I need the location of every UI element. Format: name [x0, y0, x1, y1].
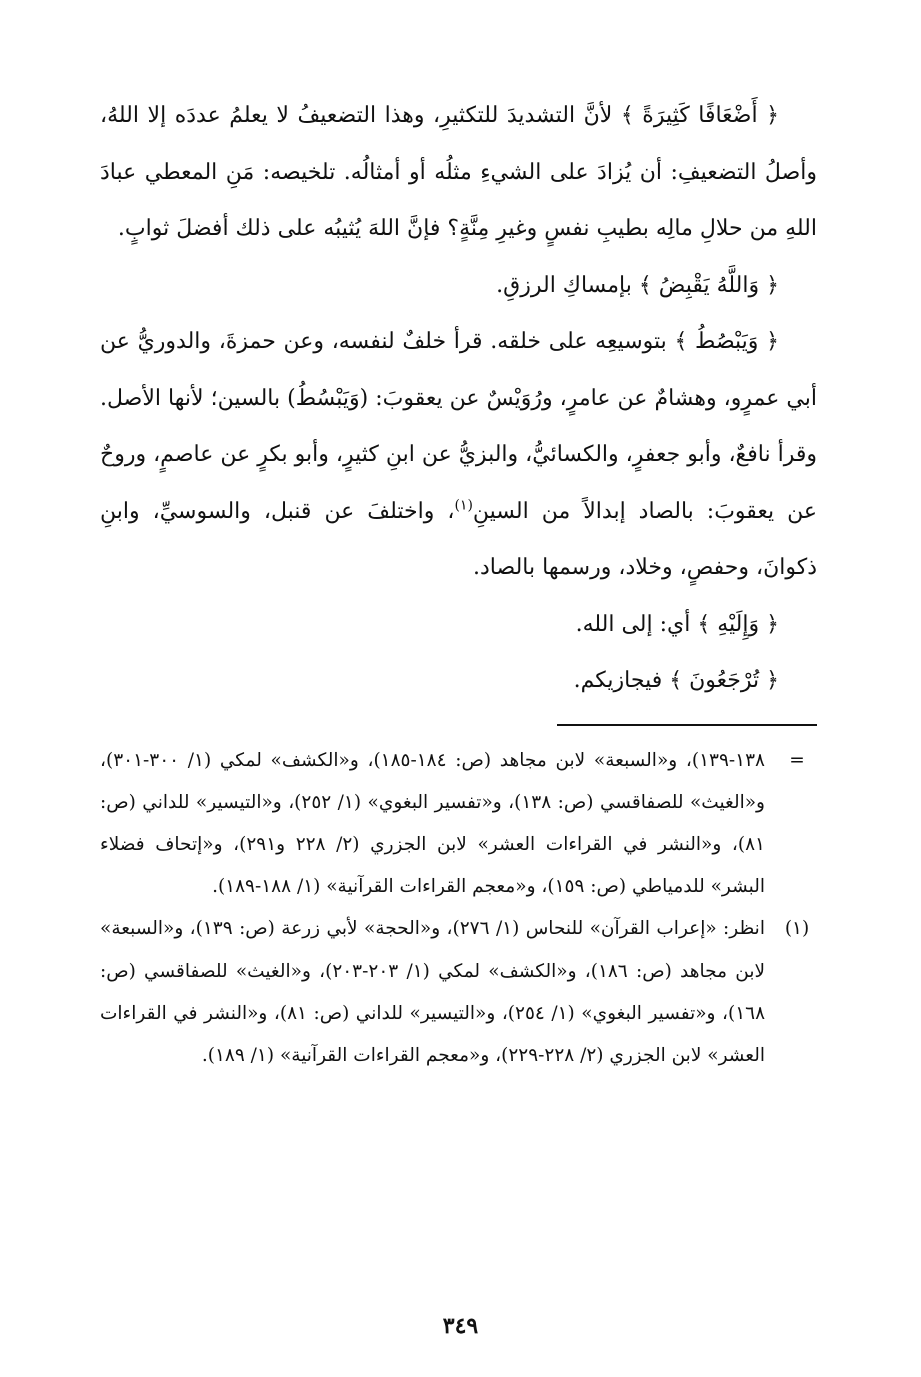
bast-readings-end: ، واختلفَ عن قنبل، والسوسيِّ، وابنِ ذكوانَ، وحفصٍ، وخلاد، ورسمها بالصاد.	[100, 498, 817, 580]
footnote-reference: (١)	[454, 497, 473, 514]
paragraph-qabd: ﴿ وَاللَّهُ يَقْبِضُ ﴾ بإمساكِ الرزقِ.	[496, 272, 779, 298]
footnote-text: ١٣٨-١٣٩)، و«السبعة» لابن مجاهد (ص: ١٨٤-١٨٥)، و«الكشف» لمكي (١/ ٣٠٠-٣٠١)، و«الغيث» للصفاقسي (ص: ١٣٨)، و«تفسير البغوي» (١/ ٢٥٢)، و«التيسير» للداني (ص: ٨١)، و«النشر في القراءات العشر» لابن الجزري (٢/ ٢٢٨ و٢٩١)، و«إتحاف فضلاء البشر» للدمياطي (ص: ١٥٩)، و«معجم القراءات القرآنية» (١/ ١٨٨-١٨٩).	[100, 749, 765, 898]
bast-readings-text: ﴿ وَيَبْصُطُ ﴾ بتوسيعِه على خلقه. قرأ خلفٌ لنفسه، وعن حمزةَ، والدوريُّ عن أبي عمرٍو، وهشامٌ عن عامرٍ، ورُوَيْسٌ عن يعقوبَ: (وَيَبْسُطُ) بالسين؛ لأنها الأصل. وقرأ نافعٌ، وأبو جعفرٍ، والكسائيُّ، والبزيُّ عن ابنِ كثيرٍ، وأبو بكرٍ عن عاصمٍ، وروحٌ عن يعقوبَ: بالصاد إبدالاً من السينِ	[100, 329, 817, 524]
page-body	[100, 88, 817, 1337]
footnotes	[100, 740, 817, 1078]
footnote-text: انظر: «إعراب القرآن» للنحاس (١/ ٢٧٦)، و«الحجة» لأبي زرعة (ص: ١٣٩)، و«السبعة» لابن مجاهد (ص: ١٨٦)، و«الكشف» لمكي (١/ ٢٠٣-٢٠٣)، و«الغيث» للصفاقسي (ص: ١٦٨)، و«تفسير البغوي» (١/ ٢٥٤)، و«التيسير» للداني (ص: ٨١)، و«النشر في القراءات العشر» لابن الجزري (٢/ ٢٢٨-٢٢٩)، و«معجم القراءات القرآنية» (١/ ١٨٩).	[100, 918, 766, 1066]
footnote-continued	[100, 740, 805, 909]
footnote-separator	[557, 724, 817, 726]
footnote-number: (١)	[784, 918, 810, 940]
footnote-continuation-marker: =	[789, 749, 805, 771]
paragraph-turjaun: ﴿ تُرْجَعُونَ ﴾ فيجازيكم.	[573, 668, 779, 693]
paragraph-increase-explanation: ﴿ أَضْعَافًا كَثِيرَةً ﴾ لأنَّ التشديدَ للتكثيرِ، وهذا التضعيفُ لا يعلمُ عددَه إلا اللهُ، وأصلُ التضعيفِ: أن يُزادَ على الشيءِ مثلُه أو أمثالُه. تلخيصه: مَنِ المعطي عبادَ اللهِ من حلالِ مالِه بطيبِ نفسٍ وغيرِ مِنَّةٍ؟ فإنَّ اللهَ يُثيبُه على ذلك أفضلَ ثوابٍ.	[100, 103, 817, 241]
paragraph-bast-readings	[100, 314, 817, 597]
paragraph-ilayhi: ﴿ وَإِلَيْهِ ﴾ أي: إلى الله.	[575, 611, 779, 637]
main-text	[100, 88, 817, 710]
page-number: ٣٤٩	[442, 1313, 479, 1339]
footnote-1	[100, 908, 810, 1077]
